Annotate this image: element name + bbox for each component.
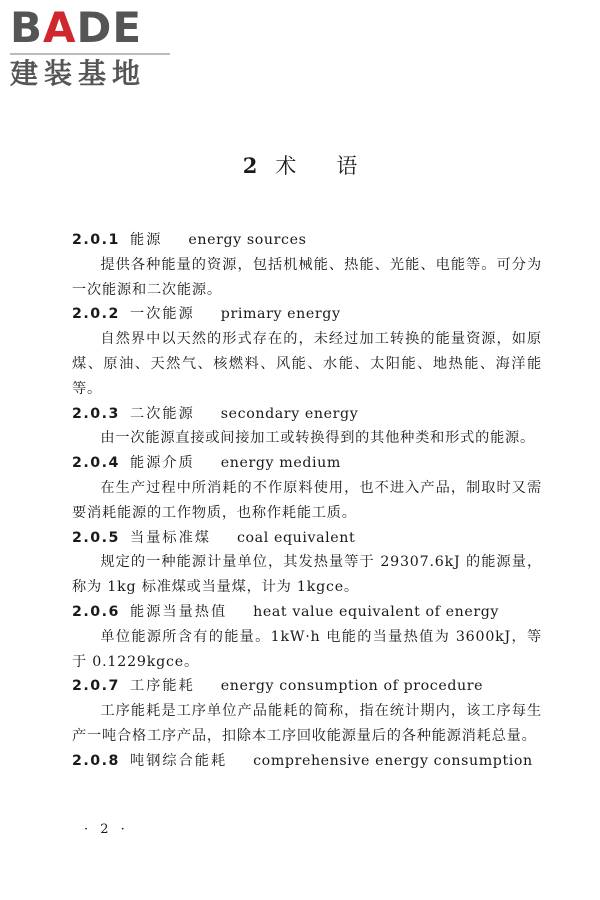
- term-heading: [72, 402, 542, 427]
- logo-divider: [10, 53, 170, 55]
- term-chinese: 能源介质: [130, 455, 195, 472]
- logo-wordmark: BADE: [10, 3, 143, 52]
- term-english: comprehensive energy consumption: [253, 752, 533, 769]
- chapter-title-char-2: 语: [336, 154, 358, 178]
- term-definition: 工序能耗是工序单位产品能耗的简称，指在统计期内，该工序每生产一吨合格工序产品，扣除本工序回收能源量后的各种能源消耗总量。: [72, 703, 542, 744]
- term-definition: 单位能源所含有的能量。1kW·h 电能的当量热值为 3600kJ，等于 0.1229kgce。: [72, 628, 542, 670]
- term-heading: [72, 674, 542, 699]
- term-number: 2.0.5: [72, 529, 120, 546]
- term-definition: 自然界中以天然的形式存在的，未经过加工转换的能量资源，如原煤、原油、天然气、核燃料、风能、水能、太阳能、地热能、海洋能等。: [72, 331, 542, 397]
- term-chinese: 吨钢综合能耗: [130, 752, 228, 769]
- page-number: · 2 ·: [84, 822, 129, 837]
- bade-logo: [10, 3, 175, 90]
- chapter-number: 2: [242, 153, 258, 178]
- term-heading: [72, 451, 542, 476]
- chapter-title: [0, 153, 600, 179]
- term-definition: 在生产过程中所消耗的不作原料使用，也不进入产品，制取时又需要消耗能源的工作物质，也称作耗能工质。: [72, 479, 542, 521]
- term-chinese: 当量标准煤: [130, 529, 211, 546]
- terms-list: [72, 228, 542, 774]
- term-english: secondary energy: [220, 405, 359, 422]
- chapter-title-char-1: 术: [275, 154, 297, 178]
- term-english: heat value equivalent of energy: [253, 603, 500, 620]
- term-english: energy consumption of procedure: [220, 678, 484, 695]
- term-chinese: 工序能耗: [130, 678, 195, 695]
- term-chinese: 能源: [130, 232, 163, 248]
- term-definition: 提供各种能量的资源，包括机械能、热能、光能、电能等。可分为一次能源和二次能源。: [72, 256, 542, 298]
- term-heading: [72, 228, 542, 253]
- term-chinese: 二次能源: [130, 405, 195, 422]
- term-heading: [72, 526, 542, 551]
- term-chinese: 能源当量热值: [130, 603, 228, 620]
- term-english: energy sources: [188, 232, 307, 248]
- term-number: 2.0.6: [72, 603, 120, 620]
- term-number: 2.0.2: [72, 306, 120, 323]
- logo-chinese-text: 建装基地: [10, 57, 147, 90]
- term-heading: [72, 749, 542, 774]
- term-chinese: 一次能源: [130, 306, 195, 323]
- term-english: primary energy: [220, 306, 341, 323]
- term-english: energy medium: [220, 455, 341, 472]
- term-number: 2.0.4: [72, 455, 120, 472]
- term-heading: [72, 600, 542, 625]
- term-number: 2.0.3: [72, 405, 120, 422]
- term-definition: 由一次能源直接或间接加工或转换得到的其他种类和形式的能源。: [100, 430, 536, 447]
- term-number: 2.0.8: [72, 752, 120, 769]
- term-number: 2.0.7: [72, 678, 120, 695]
- term-number: 2.0.1: [72, 232, 120, 248]
- term-definition: 规定的一种能源计量单位，其发热量等于 29307.6kJ 的能源量，称为 1kg 标准煤或当量煤，计为 1kgce。: [72, 554, 542, 596]
- term-heading: [72, 302, 542, 327]
- term-english: coal equivalent: [236, 529, 356, 546]
